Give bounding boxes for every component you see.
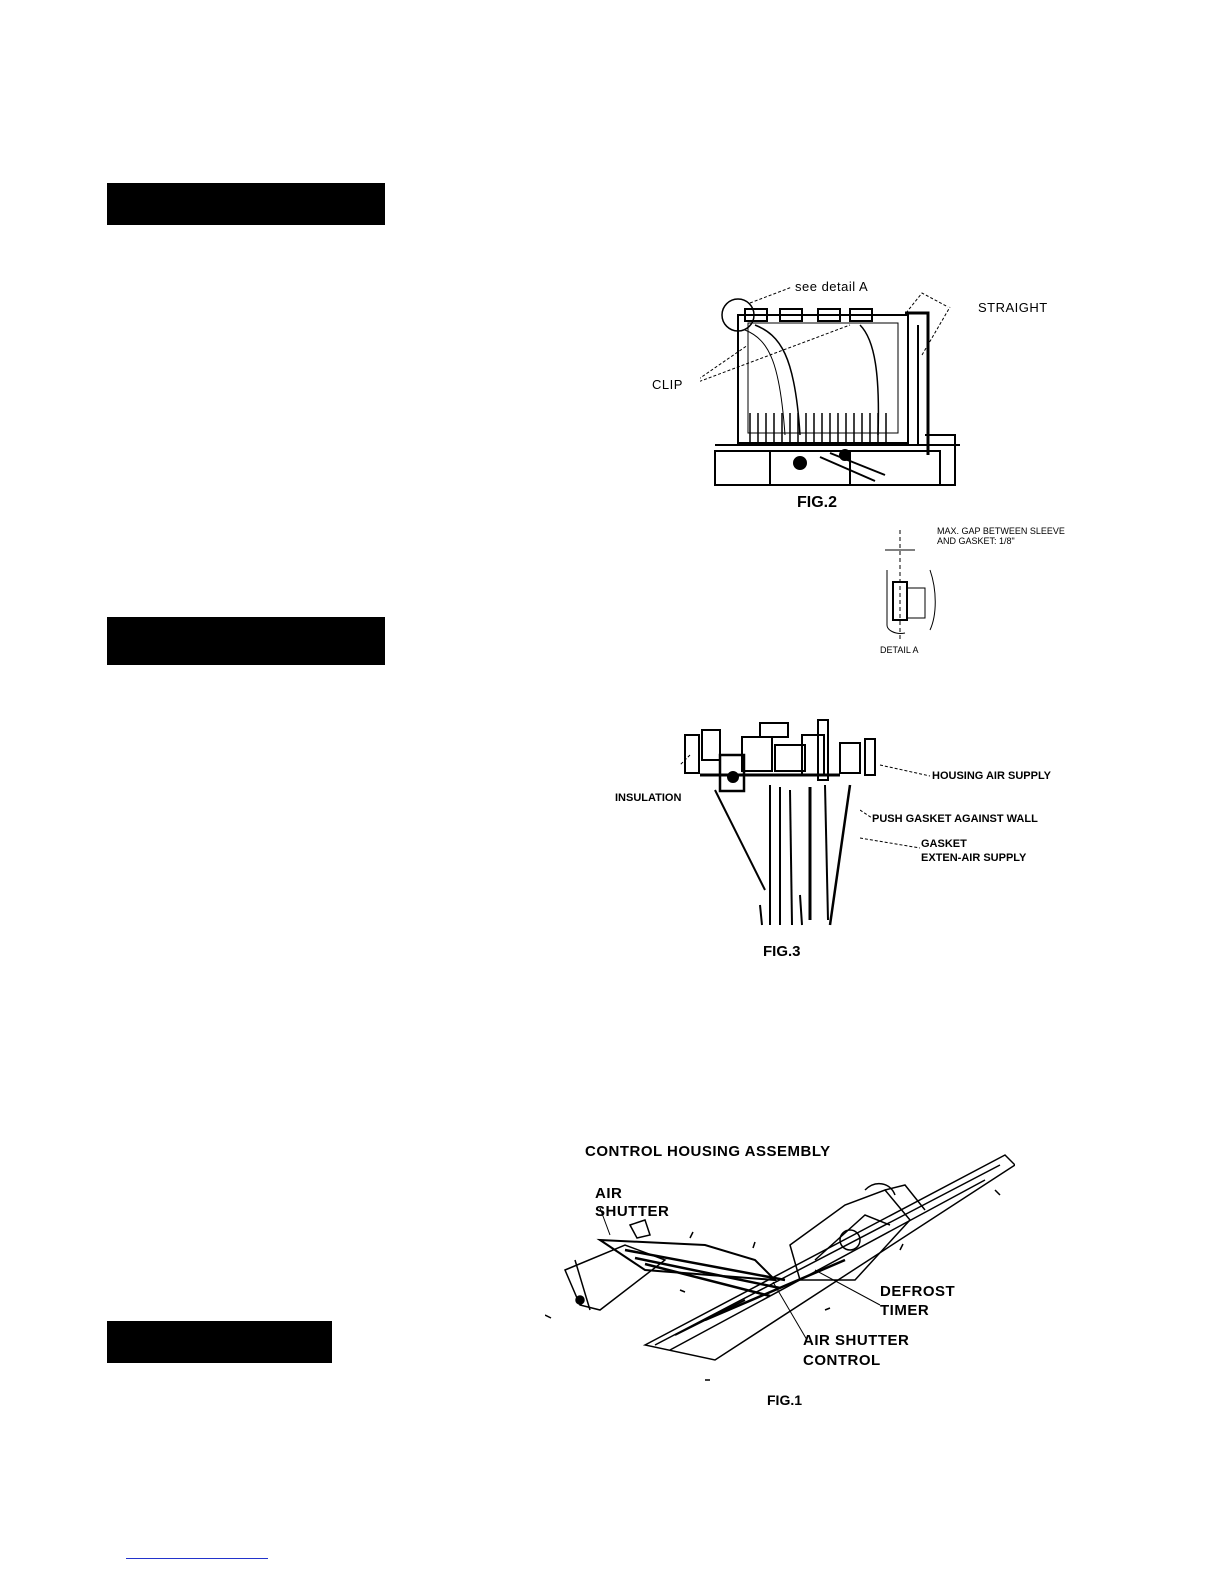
fig3-insulation-label: INSULATION <box>615 792 682 804</box>
section-header-bar-1 <box>107 183 385 225</box>
fig2-caption: FIG.2 <box>797 494 838 511</box>
fig2-straight-label: STRAIGHT <box>978 300 1048 315</box>
detail-a-note-line2: AND GASKET: 1/8" <box>937 536 1015 546</box>
detail-a-drawing <box>875 530 945 648</box>
section-header-bar-2 <box>107 617 385 665</box>
section-header-bar-3 <box>107 1321 332 1363</box>
fig3-drawing <box>680 715 880 930</box>
fig1-air-shutter-control-label-line2: CONTROL <box>803 1352 881 1369</box>
fig1-defrost-timer-label-line1: DEFROST <box>880 1283 956 1300</box>
fig2-drawing <box>700 285 970 500</box>
fig3-gasket-label: GASKET <box>921 838 967 850</box>
fig3-exten-air-supply-label: EXTEN-AIR SUPPLY <box>921 852 1027 864</box>
fig3-push-gasket-label: PUSH GASKET AGAINST WALL <box>872 813 1038 825</box>
fig3-housing-air-supply-label: HOUSING AIR SUPPLY <box>932 770 1051 782</box>
fig1-air-shutter-control-label-line1: AIR SHUTTER <box>803 1332 910 1349</box>
detail-a-note-line1: MAX. GAP BETWEEN SLEEVE <box>937 526 1065 536</box>
fig1-title: CONTROL HOUSING ASSEMBLY <box>585 1143 831 1160</box>
fig1-air-shutter-label-line1: AIR <box>595 1185 623 1202</box>
fig1-caption: FIG.1 <box>767 1392 803 1408</box>
fig1-defrost-timer-label-line2: TIMER <box>880 1302 930 1319</box>
fig3-caption: FIG.3 <box>763 943 801 960</box>
fig3-leaders <box>860 760 940 860</box>
detail-a-caption: DETAIL A <box>880 645 919 655</box>
footer-link-underline[interactable] <box>126 1558 268 1559</box>
fig1-air-shutter-label-line2: SHUTTER <box>595 1203 670 1220</box>
fig2-clip-label: CLIP <box>652 377 683 392</box>
fig2-see-detail-label: see detail A <box>795 279 869 294</box>
